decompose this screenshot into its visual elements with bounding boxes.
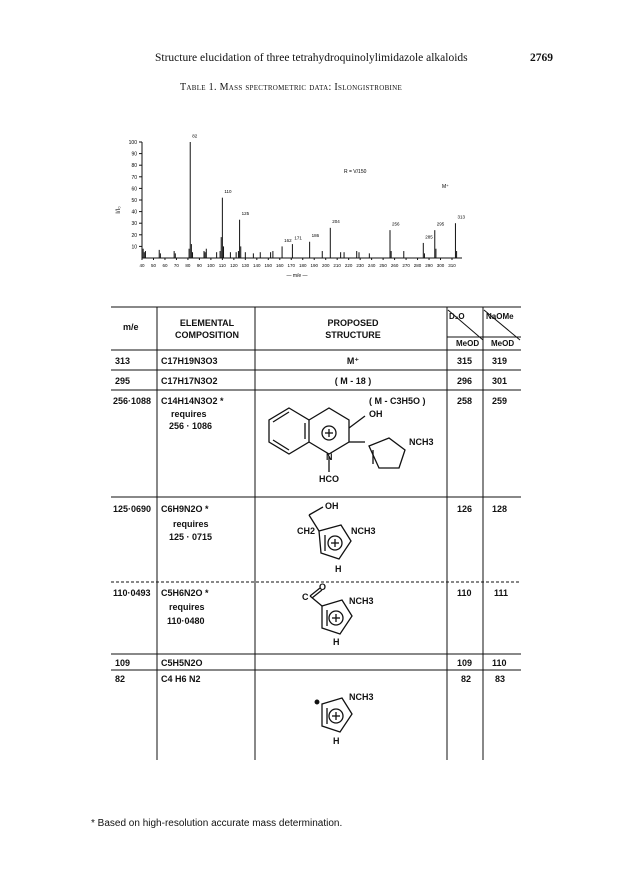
row5-mz: 110·0493 [113, 588, 151, 598]
row5-h: H [333, 637, 340, 647]
row2-d2o: 296 [457, 376, 473, 386]
header-composition-1: ELEMENTAL [179, 318, 235, 328]
mass-table [111, 306, 521, 760]
header-structure-1: PROPOSED [327, 318, 379, 328]
x-tick-label: 200 [321, 263, 330, 268]
row5-requires-value: 110·0480 [167, 616, 205, 626]
x-tick-label: 100 [207, 263, 215, 268]
x-tick-label: 140 [253, 263, 261, 268]
x-tick-label: 90 [196, 263, 202, 268]
y-tick-label: 100 [128, 140, 137, 146]
spectrum-peaks [143, 142, 456, 258]
row3-mz: 256·1088 [113, 396, 152, 406]
row5-naome: 111 [494, 588, 509, 598]
y-tick-label: 50 [131, 198, 137, 204]
row4-h: H [335, 564, 342, 574]
header-mz: m/e [123, 322, 139, 332]
peak-label: 186 [311, 233, 320, 239]
x-tick-label: 260 [390, 263, 399, 268]
spectrum-axes [116, 140, 462, 279]
header-composition-2: COMPOSITION [174, 330, 239, 340]
x-tick-label: 280 [413, 263, 422, 268]
row4-oh: OH [325, 501, 339, 511]
resolution-annotation: R = V/150 [344, 169, 367, 175]
x-tick-label: 170 [287, 263, 296, 268]
mplus-label: M⁺ [442, 184, 449, 190]
row7-nch3: NCH3 [349, 692, 374, 702]
row6-naome: 110 [492, 658, 507, 668]
x-tick-label: 230 [356, 263, 364, 268]
row5-c: C [302, 592, 309, 602]
row1-naome: 319 [492, 356, 508, 366]
row7-mz: 82 [115, 674, 126, 684]
x-tick-label: 220 [344, 263, 353, 268]
x-tick-label: 110 [218, 263, 226, 268]
peak-label: 110 [224, 189, 232, 195]
footnote: * Based on high-resolution accurate mass determination. [91, 818, 343, 829]
row2-struct: ( M - 18 ) [334, 376, 372, 386]
y-tick-label: 70 [131, 174, 137, 181]
row1-mz: 313 [115, 356, 131, 366]
row4-requires: requires [173, 519, 209, 529]
x-tick-label: 70 [173, 263, 179, 268]
table-title: Table 1. Mass spectrometric data: Islongistrobine [180, 82, 403, 93]
spectrum-labels [192, 133, 465, 242]
row1-struct: M⁺ [346, 356, 360, 366]
row2-comp: C17H17N3O2 [161, 376, 218, 386]
row6-d2o: 109 [457, 658, 473, 668]
header-d2o-meod: MeOD [456, 339, 480, 348]
x-tick-label: 210 [333, 263, 341, 268]
row7-comp: C4 H6 N2 [161, 674, 201, 684]
running-title: Structure elucidation of three tetrahydroquinolylimidazole alkaloids [155, 52, 468, 64]
x-tick-label: 310 [448, 263, 456, 268]
y-tick-label: 40 [131, 209, 137, 216]
row5-requires: requires [169, 602, 205, 612]
peak-label: 285 [425, 234, 433, 240]
x-tick-label: 40 [139, 263, 145, 268]
peak-label: 313 [457, 214, 465, 220]
row4-d2o: 126 [457, 504, 473, 514]
row3-requires-value: 256 · 1086 [169, 421, 213, 431]
y-tick-label: 20 [131, 232, 137, 239]
row4-requires-value: 125 · 0715 [169, 532, 213, 542]
row7-naome: 83 [495, 674, 506, 684]
row4-naome: 128 [492, 504, 508, 514]
row3-struct: ( M - C3H5O ) [369, 396, 426, 406]
header-naome: NaOMe [486, 312, 514, 321]
x-tick-label: 60 [162, 263, 168, 268]
row5-d2o: 110 [457, 588, 472, 598]
y-tick-label: 90 [131, 151, 137, 158]
x-tick-label: 190 [310, 263, 318, 268]
header-d2o: D₂O [449, 312, 465, 321]
row1-d2o: 315 [457, 356, 473, 366]
x-axis-label: — m/e — [286, 273, 308, 279]
row7-d2o: 82 [461, 674, 472, 684]
row1-comp: C17H19N3O3 [161, 356, 218, 366]
x-tick-label: 300 [436, 263, 445, 268]
x-tick-label: 180 [298, 263, 307, 268]
y-tick-label: 60 [131, 186, 137, 193]
row6-mz: 109 [115, 658, 131, 668]
header-structure-2: STRUCTURE [325, 330, 381, 340]
row3-naome: 259 [492, 396, 508, 406]
row3-oh: OH [369, 409, 383, 419]
x-tick-label: 250 [379, 263, 387, 268]
row5-comp: C5H6N2O * [161, 588, 209, 598]
row5-o: O [319, 582, 327, 592]
row4-ch2: CH2 [297, 526, 316, 536]
peak-label: 204 [332, 219, 340, 225]
row5-nch3: NCH3 [349, 596, 374, 606]
x-tick-label: 160 [276, 263, 284, 268]
row4-nch3: NCH3 [351, 526, 376, 536]
x-tick-label: 270 [402, 263, 410, 268]
x-tick-label: 120 [230, 263, 238, 268]
y-tick-label: 10 [131, 244, 137, 251]
page-number: 2769 [530, 52, 553, 64]
row3-n: N [326, 452, 333, 462]
y-tick-label: 30 [131, 221, 137, 228]
row3-d2o: 258 [457, 396, 473, 406]
row3-requires: requires [171, 409, 207, 419]
x-tick-label: 50 [150, 263, 156, 268]
row6-comp: C5H5N2O [161, 658, 203, 668]
y-axis-label: I/I₀ [116, 206, 122, 214]
row4-comp: C6H9N2O * [161, 504, 209, 514]
row3-nch3: NCH3 [409, 437, 434, 447]
header-naome-meod: MeOD [491, 339, 515, 348]
row2-naome: 301 [492, 376, 508, 386]
peak-label: 256 [392, 221, 400, 227]
peak-label: 162 [284, 237, 292, 243]
x-tick-label: 80 [185, 263, 191, 268]
peak-label: 125 [241, 211, 250, 217]
peak-label: 295 [436, 221, 445, 227]
x-tick-label: 240 [367, 263, 376, 268]
row2-mz: 295 [115, 376, 131, 386]
x-tick-label: 150 [264, 263, 273, 268]
peak-label: 82 [192, 133, 198, 139]
row3-comp: C14H14N3O2 * [161, 396, 224, 406]
y-tick-label: 80 [131, 163, 137, 170]
row4-mz: 125·0690 [113, 504, 152, 514]
row7-h: H [333, 736, 340, 746]
mass-spectrum [112, 133, 492, 290]
x-tick-label: 290 [425, 263, 433, 268]
x-tick-label: 130 [241, 263, 250, 268]
peak-label: 171 [294, 235, 302, 241]
row3-hco: HCO [319, 474, 339, 484]
structure-imidazole-ch2 [279, 501, 389, 576]
